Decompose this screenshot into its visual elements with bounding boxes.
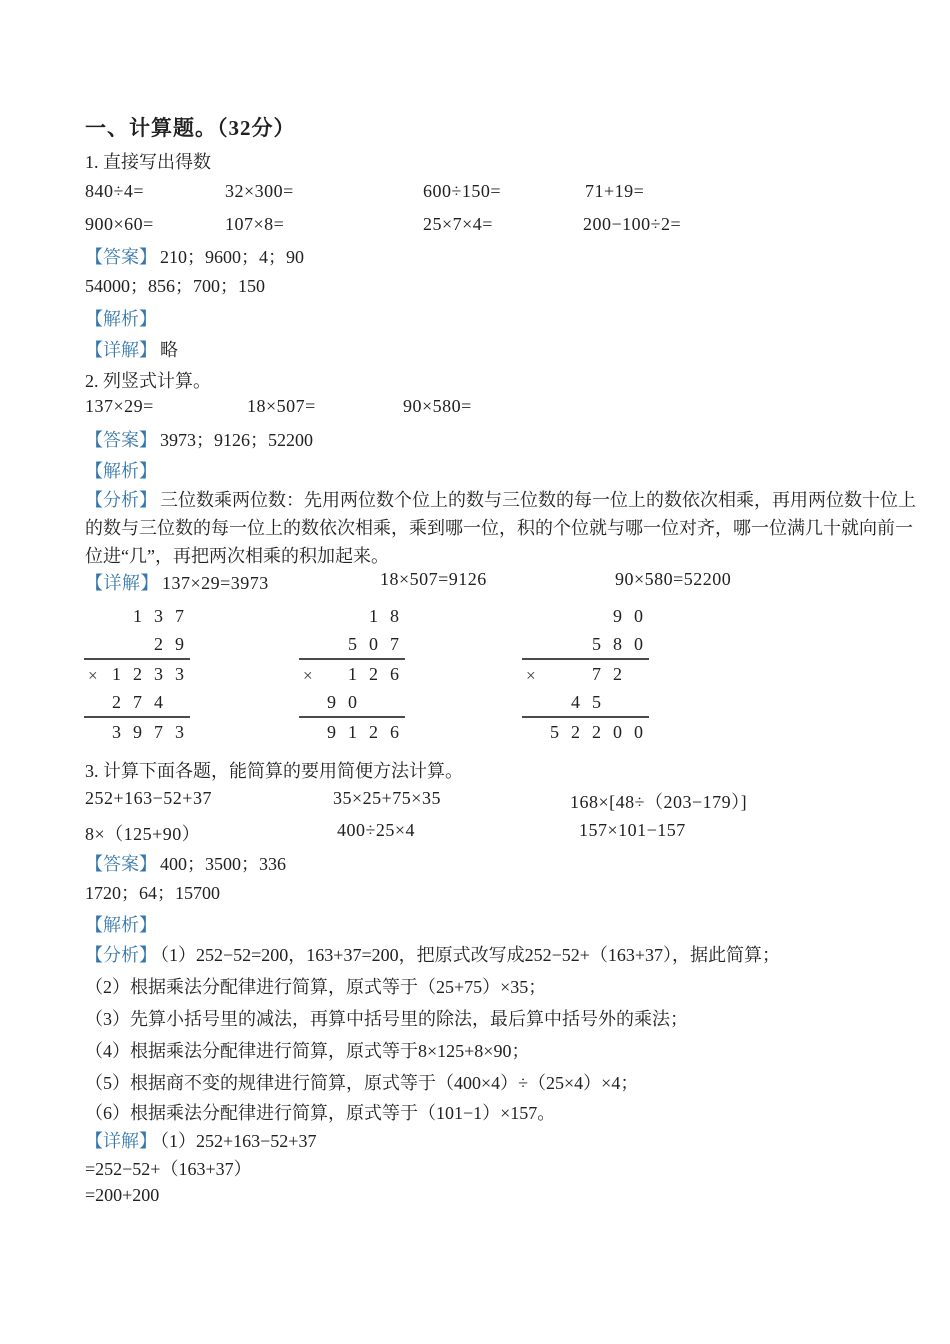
question2-analysis-line1	[85, 486, 915, 512]
digit: 2	[571, 721, 580, 742]
digit: 1	[348, 721, 357, 742]
question1-analysis-label	[85, 305, 915, 331]
digit: 3	[154, 605, 163, 626]
question2-analysis-line2: 的数与三位数的每一位上的数依次相乘，乘到哪一位，积的个位就与哪一位对齐，哪一位满几十就向前一	[85, 518, 913, 538]
digit: 0	[634, 605, 643, 626]
question1-answer-line1	[85, 243, 915, 269]
question3-analysis-label	[85, 911, 915, 937]
expression: 600÷150=	[423, 181, 502, 201]
question3-answer-line1	[85, 850, 915, 876]
digit: 3	[175, 663, 184, 684]
expression: 900×60=	[85, 214, 154, 234]
digit: 0	[348, 691, 357, 712]
digit: 1	[112, 663, 121, 684]
question1-title: 1. 直接写出得数	[85, 152, 211, 172]
question3-row1	[85, 788, 915, 814]
digit: 2	[133, 663, 142, 684]
digit: 2	[112, 691, 121, 712]
expression: 200−100÷2=	[583, 214, 682, 234]
analysis-label: 【解析】	[85, 461, 157, 481]
question3-fenxi-step5: （5）根据商不变的规律进行简算，原式等于（400×4）÷（25×4）×4；	[85, 1073, 639, 1093]
detail-label: 【详解】	[85, 573, 159, 593]
answer-label: 【答案】	[85, 247, 157, 267]
multiply-sign: ×	[88, 666, 98, 685]
detail-result: 90×580=52200	[615, 569, 732, 589]
digit: 5	[592, 633, 601, 654]
expression: 8×（125+90）	[85, 824, 201, 844]
expression: 840÷4=	[85, 181, 145, 201]
section-heading: 一、计算题。（32分）	[85, 116, 296, 140]
answer-label: 【答案】	[85, 430, 157, 450]
detail-label: 【详解】	[85, 340, 157, 360]
question2-answer-line	[85, 426, 915, 452]
digit: 8	[613, 633, 622, 654]
digit: 7	[154, 721, 163, 742]
expression: 107×8=	[225, 214, 285, 234]
question1-row1	[85, 181, 915, 207]
expression: 35×25+75×35	[333, 788, 441, 808]
vertical-multiplication-137x29	[84, 602, 190, 746]
question2-title: 2. 列竖式计算。	[85, 371, 211, 391]
detail-result: 【详解】 137×29=3973	[85, 573, 269, 593]
digit: 2	[592, 721, 601, 742]
question3-fenxi-step6: （6）根据乘法分配律进行简算，原式等于（101−1）×157。	[85, 1103, 556, 1123]
question3-row2	[85, 820, 915, 846]
expression: 18×507=	[247, 396, 316, 416]
digit: 9	[133, 721, 142, 742]
question3-detail-line1	[85, 1127, 915, 1153]
digit: 2	[154, 633, 163, 654]
digit: 9	[613, 605, 622, 626]
digit: 7	[175, 605, 184, 626]
expression: 71+19=	[585, 181, 645, 201]
question2-row	[85, 396, 915, 422]
analysis-step: （1）252−52=200，163+37=200，把原式改写成252−52+（163+37），据此简算；	[160, 945, 781, 965]
digit: 0	[369, 633, 378, 654]
expression: 252+163−52+37	[85, 788, 212, 808]
digit: 9	[175, 633, 184, 654]
question1-answer-line2: 54000；856；700；150	[85, 276, 265, 296]
detail-text: 略	[160, 340, 178, 360]
question3-answer-line2: 1720；64；15700	[85, 883, 220, 903]
question3-detail-line3: =200+200	[85, 1185, 160, 1205]
digit: 8	[390, 605, 399, 626]
digit: 3	[175, 721, 184, 742]
question3-fenxi-step3: （3）先算小括号里的减法，再算中括号里的除法，最后算中括号外的乘法；	[85, 1009, 688, 1029]
digit: 5	[592, 691, 601, 712]
digit: 2	[369, 663, 378, 684]
vertical-multiplication-18x507	[299, 602, 405, 746]
digit: 5	[348, 633, 357, 654]
digit: 7	[592, 663, 601, 684]
expression: 32×300=	[225, 181, 294, 201]
digit: 2	[369, 721, 378, 742]
question3-title: 3. 计算下面各题，能简算的要用简便方法计算。	[85, 761, 463, 781]
multiply-sign: ×	[303, 666, 313, 685]
question1-detail-line	[85, 336, 915, 362]
question1-row2	[85, 214, 915, 240]
expression: 400÷25×4	[337, 820, 416, 840]
digit: 5	[550, 721, 559, 742]
detail-step: （1）252+163−52+37	[160, 1131, 317, 1151]
digit: 0	[634, 633, 643, 654]
digit: 1	[369, 605, 378, 626]
expression: 25×7×4=	[423, 214, 493, 234]
fenxi-label: 【分析】	[85, 490, 157, 510]
answer-values: 400；3500；336	[160, 854, 286, 874]
question3-fenxi-step4: （4）根据乘法分配律进行简算，原式等于8×125+8×90；	[85, 1041, 530, 1061]
question2-analysis-label	[85, 457, 915, 483]
vertical-multiplication-90x580	[522, 602, 649, 746]
analysis-label: 【解析】	[85, 915, 157, 935]
digit: 4	[154, 691, 163, 712]
multiply-sign: ×	[526, 666, 536, 685]
question2-analysis-line3: 位进“几”，再把两次相乘的积加起来。	[85, 546, 389, 566]
digit: 9	[327, 721, 336, 742]
answer-values: 3973；9126；52200	[160, 430, 313, 450]
question3-detail-line2: =252−52+（163+37）	[85, 1159, 252, 1179]
digit: 9	[327, 691, 336, 712]
digit: 6	[390, 721, 399, 742]
analysis-text: 三位数乘两位数：先用两位数个位上的数与三位数的每一位上的数依次相乘，再用两位数十位上	[160, 490, 916, 510]
question2-detail-row	[85, 569, 915, 595]
digit: 0	[634, 721, 643, 742]
question3-fenxi-step1	[85, 941, 915, 967]
analysis-label: 【解析】	[85, 309, 157, 329]
expression: 137×29=	[85, 396, 154, 416]
detail-result: 18×507=9126	[380, 569, 487, 589]
answer-values: 210；9600；4；90	[160, 247, 304, 267]
digit: 4	[571, 691, 580, 712]
detail-label: 【详解】	[85, 1131, 157, 1151]
digit: 2	[613, 663, 622, 684]
answer-label: 【答案】	[85, 854, 157, 874]
digit: 1	[133, 605, 142, 626]
digit: 0	[613, 721, 622, 742]
expression: 90×580=	[403, 396, 472, 416]
digit: 6	[390, 663, 399, 684]
digit: 3	[154, 663, 163, 684]
digit: 1	[348, 663, 357, 684]
expression: 168×[48÷（203−179）]	[570, 792, 748, 812]
fenxi-label: 【分析】	[85, 945, 157, 965]
digit: 7	[133, 691, 142, 712]
expression: 157×101−157	[579, 820, 686, 840]
digit: 3	[112, 721, 121, 742]
digit: 7	[390, 633, 399, 654]
question3-fenxi-step2: （2）根据乘法分配律进行简算，原式等于（25+75）×35；	[85, 977, 547, 997]
